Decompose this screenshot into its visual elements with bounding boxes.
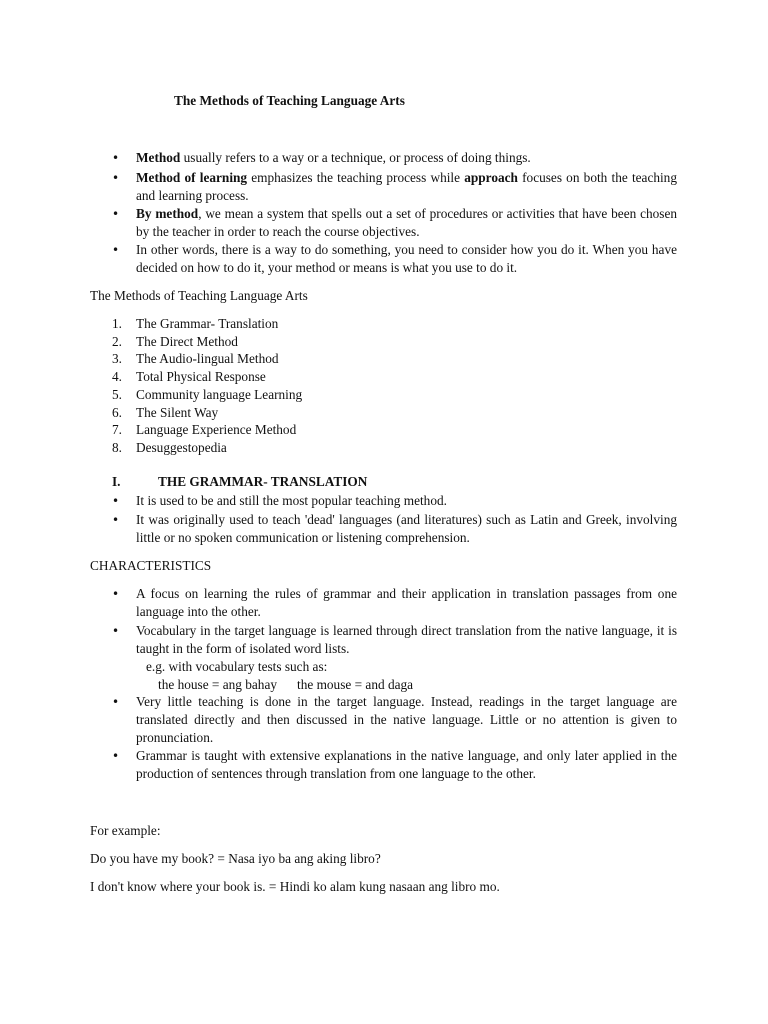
bullet-text: It was originally used to teach 'dead' languages (and literatures) such as Latin and Greek, involving little or no spoken communication or listening comprehension. (136, 512, 677, 545)
bullet-icon (112, 149, 136, 167)
bold-term: approach (464, 170, 518, 185)
list-label: The Direct Method (136, 334, 238, 349)
bullet-icon (112, 693, 136, 711)
example-sentence: I don't know where your book is. = Hindi ko alam kung nasaan ang libro mo. (90, 879, 500, 894)
bullet-icon (112, 747, 136, 765)
list-number: 5. (112, 387, 122, 402)
bullet-text: focuses on both the teaching and learning process. (136, 170, 677, 203)
bullet-icon (112, 622, 136, 640)
section-number: I. (112, 474, 121, 489)
list-label: The Silent Way (136, 405, 219, 420)
bullet-icon (112, 492, 136, 510)
bullet-text: It is used to be and still the most popular teaching method. (136, 493, 447, 508)
list-label: The Grammar- Translation (136, 316, 279, 331)
list-label: Desuggestopedia (136, 440, 227, 455)
vocab-example: the mouse = and daga (297, 677, 414, 692)
bullet-icon (112, 511, 136, 529)
bullet-text: In other words, there is a way to do something, you need to consider how you do it. When you have decided on how to do it, your method or means is what you use to do it. (136, 242, 677, 275)
list-number: 2. (112, 334, 122, 349)
bold-term: By method (136, 206, 199, 221)
list-number: 1. (112, 316, 122, 331)
characteristics-heading: CHARACTERISTICS (90, 558, 212, 573)
list-heading: The Methods of Teaching Language Arts (90, 288, 308, 303)
bullet-text: Grammar is taught with extensive explanations in the native language, and only later applied in the production of sentences through translation from one language to the other. (136, 748, 677, 781)
list-label: The Audio-lingual Method (136, 351, 279, 366)
bold-term: Method of learning (136, 170, 248, 185)
vocab-example-intro: e.g. with vocabulary tests such as: (146, 659, 328, 674)
bold-term: Method (136, 150, 181, 165)
for-example-label: For example: (90, 823, 161, 838)
list-number: 4. (112, 369, 122, 384)
list-number: 8. (112, 440, 122, 455)
bullet-icon (112, 205, 136, 223)
bullet-icon (112, 585, 136, 603)
bullet-icon (112, 169, 136, 187)
bullet-text: A focus on learning the rules of grammar and their application in translation passages from one language into the other. (136, 586, 677, 619)
list-label: Community language Learning (136, 387, 303, 402)
list-number: 3. (112, 351, 122, 366)
bullet-text: , we mean a system that spells out a set of procedures or activities that have been chosen by the teacher in order to reach the course objectives. (136, 206, 677, 239)
vocab-example: the house = ang bahay (158, 677, 278, 692)
list-number: 6. (112, 405, 122, 420)
list-label: Language Experience Method (136, 422, 297, 437)
list-number: 7. (112, 422, 122, 437)
bullet-text: emphasizes the teaching process while (247, 170, 465, 185)
page-title: The Methods of Teaching Language Arts (174, 93, 405, 108)
list-label: Total Physical Response (136, 369, 266, 384)
section-label: THE GRAMMAR- TRANSLATION (158, 474, 368, 489)
bullet-icon (112, 241, 136, 259)
bullet-text: Vocabulary in the target language is learned through direct translation from the native language, it is taught in the form of isolated word lists. (136, 623, 677, 656)
example-sentence: Do you have my book? = Nasa iyo ba ang aking libro? (90, 851, 381, 866)
bullet-text: Very little teaching is done in the target language. Instead, readings in the target language are translated directly and then discussed in the native language. Little or no attention is given to pronunciation. (136, 694, 677, 745)
bullet-text: usually refers to a way or a technique, or process of doing things. (180, 150, 531, 165)
